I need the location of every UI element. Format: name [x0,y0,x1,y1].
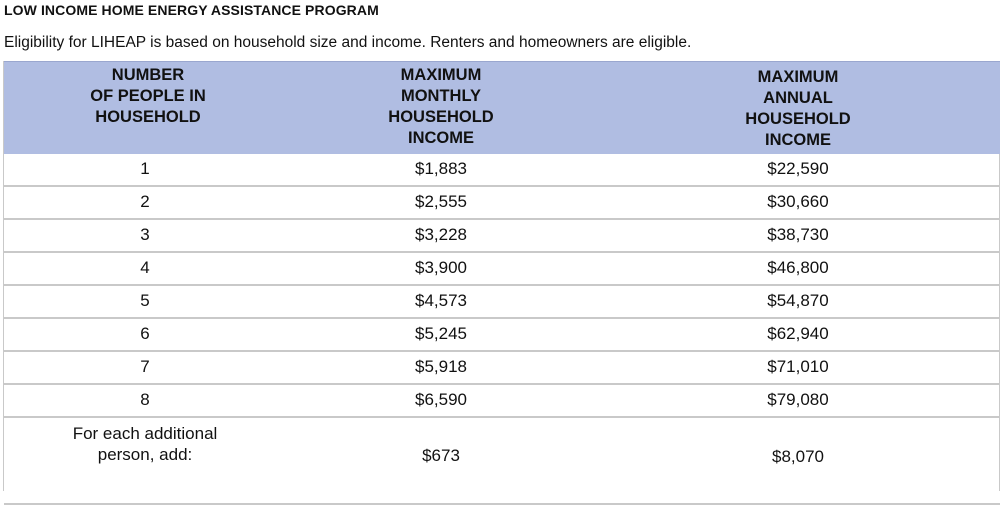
household-size-cell: 3 [4,219,286,252]
income-eligibility-table [4,61,1000,505]
table-row [4,186,1000,219]
page-title: LOW INCOME HOME ENERGY ASSISTANCE PROGRAM [4,2,379,18]
header-annual-income-label: MAXIMUM ANNUAL HOUSEHOLD INCOME [745,68,851,149]
annual-income-cell: $71,010 [596,351,1000,384]
table-row [4,318,1000,351]
annual-income-cell: $54,870 [596,285,1000,318]
table-row [4,219,1000,252]
table-row [4,351,1000,384]
monthly-income-cell: $2,555 [286,186,596,219]
monthly-income-cell: $3,900 [286,252,596,285]
additional-person-row [4,417,1000,504]
table-row [4,285,1000,318]
monthly-income-cell: $3,228 [286,219,596,252]
monthly-income-cell: $5,245 [286,318,596,351]
annual-income-cell: $22,590 [596,154,1000,186]
table-header-row [4,62,1000,154]
monthly-income-cell: $1,883 [286,154,596,186]
household-size-cell: 8 [4,384,286,417]
table-row [4,154,1000,186]
table-row [4,384,1000,417]
additional-person-label-cell [4,417,286,504]
monthly-income-cell: $6,590 [286,384,596,417]
header-household-size [4,62,286,154]
table-row [4,252,1000,285]
header-household-size-label: NUMBER OF PEOPLE IN HOUSEHOLD [90,66,206,126]
annual-income-cell: $38,730 [596,219,1000,252]
household-size-cell: 7 [4,351,286,384]
household-size-cell: 4 [4,252,286,285]
eligibility-intro: Eligibility for LIHEAP is based on household size and income. Renters and homeowners are eligible. [4,34,692,51]
annual-income-cell: $79,080 [596,384,1000,417]
annual-income-cell: $46,800 [596,252,1000,285]
monthly-income-cell: $5,918 [286,351,596,384]
household-size-cell: 5 [4,285,286,318]
additional-monthly-cell: $673 [286,417,596,504]
annual-income-cell: $30,660 [596,186,1000,219]
header-annual-income [596,62,1000,154]
annual-income-cell: $62,940 [596,318,1000,351]
monthly-income-cell: $4,573 [286,285,596,318]
additional-person-label: For each additional person, add: [72,423,218,464]
household-size-cell: 2 [4,186,286,219]
household-size-cell: 1 [4,154,286,186]
household-size-cell: 6 [4,318,286,351]
header-monthly-income [286,62,596,154]
additional-annual-cell: $8,070 [596,417,1000,504]
header-monthly-income-label: MAXIMUM MONTHLY HOUSEHOLD INCOME [388,66,494,147]
